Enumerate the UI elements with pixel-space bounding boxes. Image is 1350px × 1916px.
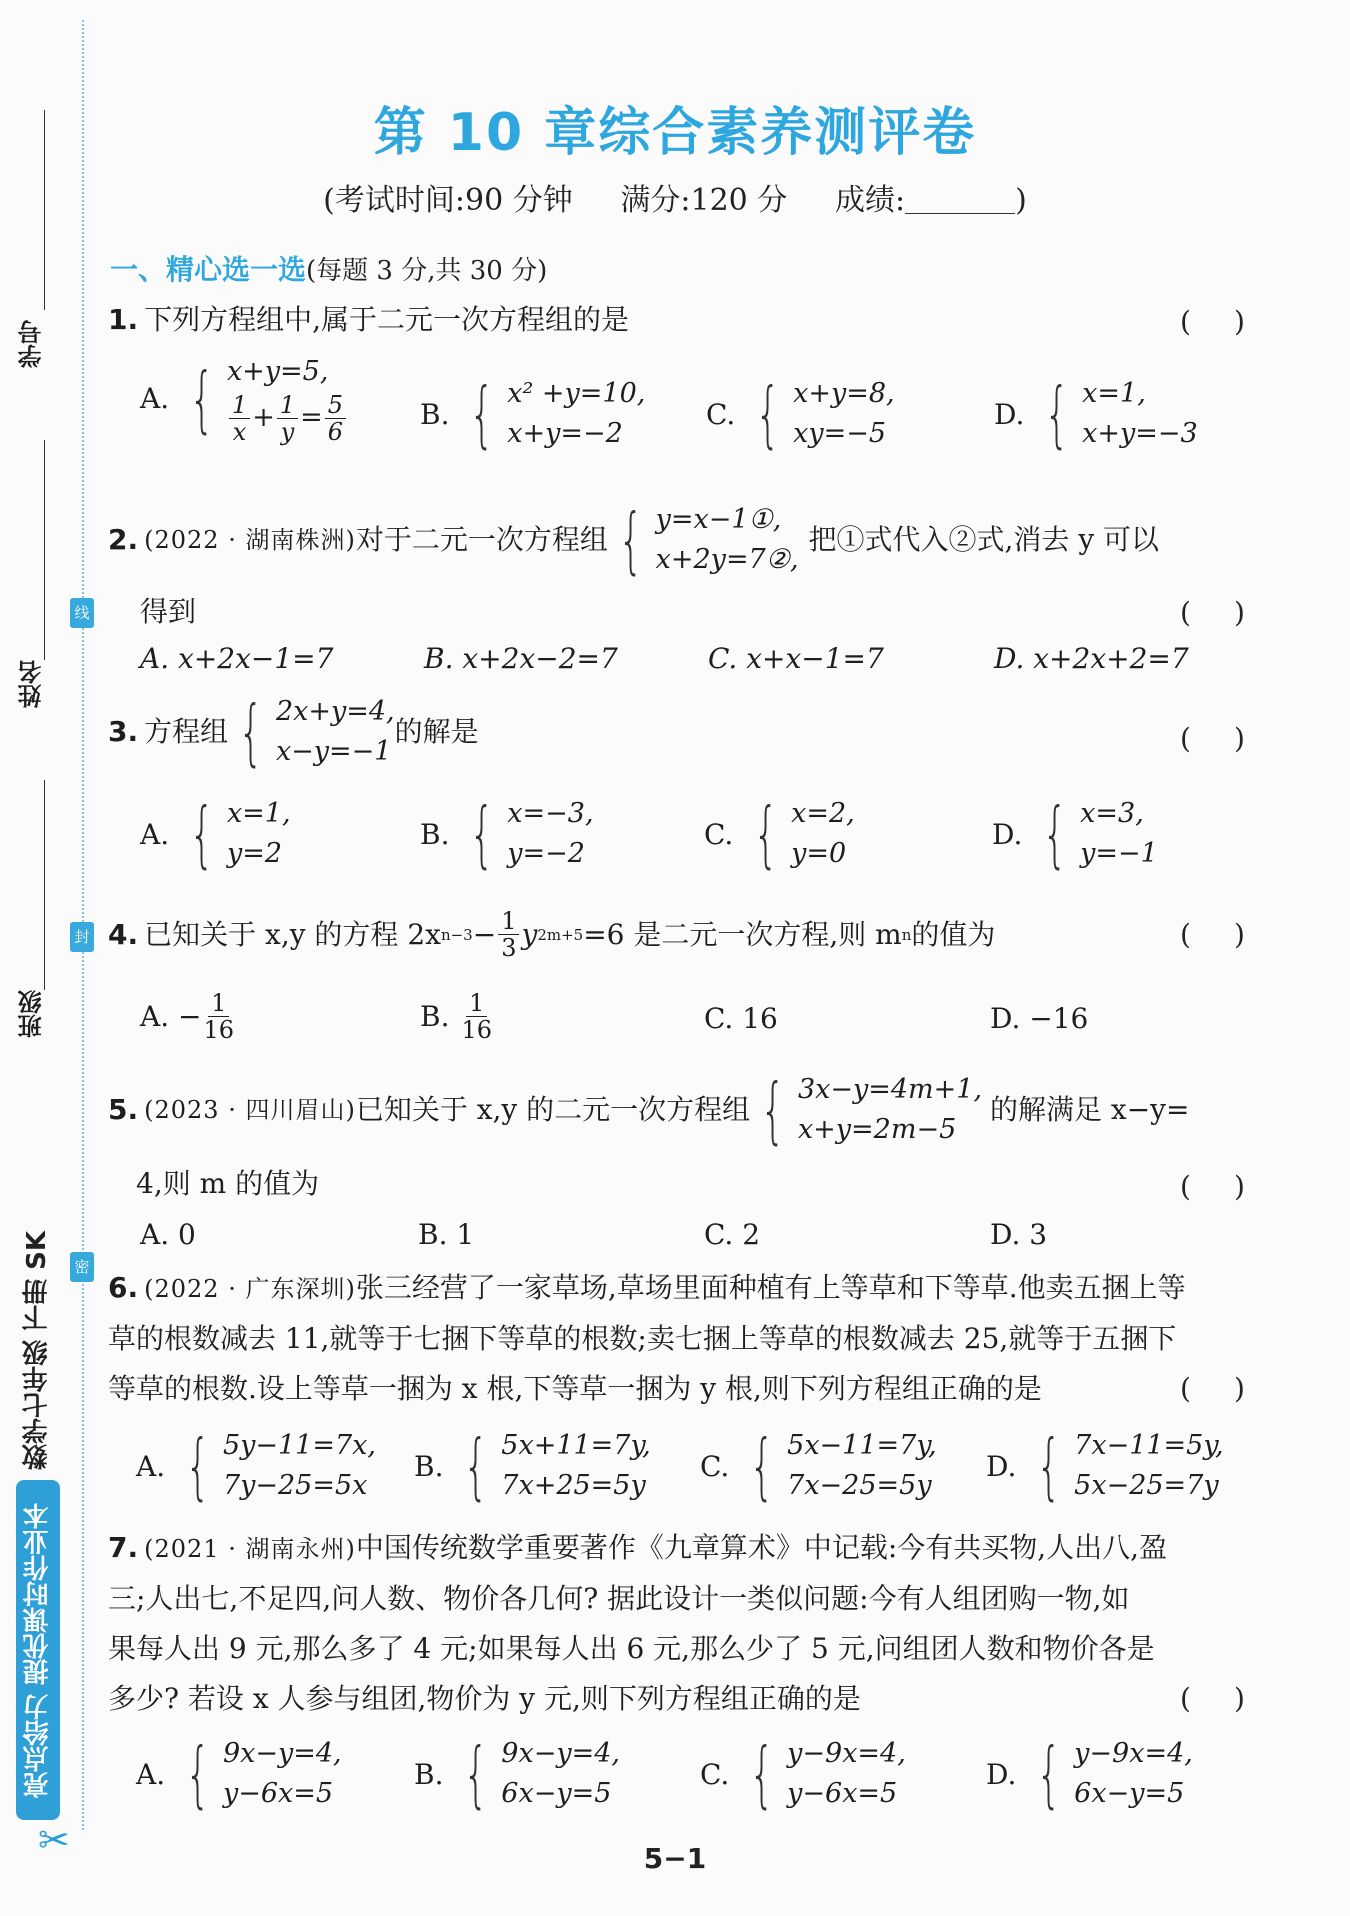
answer-blank-6[interactable]: ( ) bbox=[1180, 1372, 1245, 1405]
answer-blank-7[interactable]: ( ) bbox=[1180, 1682, 1245, 1715]
class-line[interactable] bbox=[44, 780, 45, 990]
question-5-cont: 4,则 m 的值为 bbox=[136, 1167, 320, 1200]
close-paren: ) bbox=[1015, 183, 1027, 218]
book-label: 数学七年级 下册 SK bbox=[22, 1231, 52, 1470]
q1-option-b[interactable]: B. { x² +y=10, x+y=−2 bbox=[420, 372, 646, 456]
grade-blank[interactable] bbox=[905, 191, 1015, 214]
q2-option-a[interactable]: A. x+2x−1=7 bbox=[140, 642, 334, 675]
q1-option-c[interactable]: C. { x+y=8, xy=−5 bbox=[706, 372, 895, 456]
question-3: 3. 方程组 { 2x+y=4, x−y=−1 的解是 bbox=[108, 690, 479, 774]
q2-option-d[interactable]: D. x+2x+2=7 bbox=[994, 642, 1189, 675]
q1-option-a[interactable]: A. { x+y=5, $\frac{1}{x}$ + $\frac{1}{y}$ = $\frac{5}{6}$ bbox=[140, 352, 348, 445]
student-no-label: 学号 bbox=[18, 320, 46, 368]
page-number: 5−1 bbox=[643, 1842, 707, 1875]
strip-mark-line: 线 bbox=[70, 598, 94, 628]
question-4: 4. 已知关于 x,y 的方程 2x n−3 − $\frac{1}{3}$ y 2m+5 =6 是二元一次方程,则 m n 的值为 bbox=[108, 907, 996, 962]
q6-option-d[interactable]: D. { 7x−11=5y, 5x−25=7y bbox=[986, 1424, 1224, 1508]
answer-blank-3[interactable]: ( ) bbox=[1180, 722, 1245, 755]
question-2-cont: 得到 bbox=[140, 595, 197, 628]
answer-blank-1[interactable]: ( ) bbox=[1180, 305, 1245, 338]
question-text: 下列方程组中,属于二元一次方程组的是 bbox=[144, 303, 630, 336]
q1-option-d[interactable]: D. { x=1, x+y=−3 bbox=[994, 372, 1198, 456]
question-7: 7. (2021 · 湖南永州)中国传统数学重要著作《九章算术》中记载:今有共买物,人出八,盈 三;人出七,不足四,问人数、物价各几何? 据此设计一类似问题:今有人组团购一物,如 果每人出 9 元,那么多了 4 元;如果每人出 6 元,那么少了 5 元,问组团人数和物价各是 多少? 若设 x 人参与组团,物价为 y 元,则下列方程组正确的是 bbox=[108, 1531, 1168, 1715]
q5-option-c[interactable]: C. 2 bbox=[704, 1218, 761, 1251]
q3-option-a[interactable]: A. { x=1, y=2 bbox=[140, 792, 291, 876]
q7-option-b[interactable]: B. { 9x−y=4, 6x−y=5 bbox=[414, 1732, 620, 1816]
strip-mark-seal: 封 bbox=[70, 922, 94, 952]
q3-option-b[interactable]: B. { x=−3, y=−2 bbox=[420, 792, 594, 876]
section-note: (每题 3 分,共 30 分) bbox=[306, 256, 548, 286]
q5-option-b[interactable]: B. 1 bbox=[418, 1218, 475, 1251]
q5-option-a[interactable]: A. 0 bbox=[140, 1218, 196, 1251]
full-score: 满分:120 分 bbox=[620, 183, 788, 218]
scissors-icon: ✂ bbox=[38, 1818, 70, 1862]
name-line[interactable] bbox=[44, 440, 45, 660]
strip-mark-secret: 密 bbox=[70, 1252, 94, 1282]
q4-option-b[interactable]: B. $\frac{1}{16}$ bbox=[420, 989, 493, 1044]
q7-option-d[interactable]: D. { y−9x=4, 6x−y=5 bbox=[986, 1732, 1193, 1816]
question-1 bbox=[108, 300, 629, 340]
answer-blank-5[interactable]: ( ) bbox=[1180, 1170, 1245, 1203]
exam-info bbox=[0, 175, 1350, 219]
q2-option-c[interactable]: C. x+x−1=7 bbox=[708, 642, 884, 675]
question-6: 6. (2022 · 广东深圳)张三经营了一家草场,草场里面种植有上等草和下等草.他卖五捆上等 草的根数减去 11,就等于七捆下等草的根数;卖七捆上等草的根数减去 25,就等于五捆下 等草的根数.设上等草一捆为 x 根,下等草一捆为 y 根,则下列方程组正确的是 bbox=[108, 1271, 1186, 1405]
q6-option-b[interactable]: B. { 5x+11=7y, 7x+25=5y bbox=[414, 1424, 651, 1508]
q4-option-a[interactable]: A. − $\frac{1}{16}$ bbox=[140, 989, 235, 1044]
page-title: 第 10 章综合素养测评卷 bbox=[373, 103, 977, 163]
q7-option-c[interactable]: C. { y−9x=4, y−6x=5 bbox=[700, 1732, 906, 1816]
q6-option-c[interactable]: C. { 5x−11=7y, 7x−25=5y bbox=[700, 1424, 937, 1508]
name-label: 姓名 bbox=[18, 660, 46, 708]
q3-option-d[interactable]: D. { x=3, y=−1 bbox=[992, 792, 1158, 876]
grade-label: 成绩: bbox=[834, 183, 906, 218]
binding-strip bbox=[0, 0, 100, 1916]
q3-option-c[interactable]: C. { x=2, y=0 bbox=[704, 792, 855, 876]
answer-blank-4[interactable]: ( ) bbox=[1180, 918, 1245, 951]
question-2: 2. (2022 · 湖南株洲) 对于二元一次方程组 { y=x−1①, x+2y=7②, 把①式代入②式,消去 y 可以 bbox=[108, 498, 1160, 582]
answer-blank-2[interactable]: ( ) bbox=[1180, 596, 1245, 629]
q7-option-a[interactable]: A. { 9x−y=4, y−6x=5 bbox=[136, 1732, 342, 1816]
section-heading bbox=[110, 248, 547, 288]
q2-option-b[interactable]: B. x+2x−2=7 bbox=[424, 642, 618, 675]
question-number: 1. bbox=[108, 303, 139, 336]
exam-time: (考试时间:90 分钟 bbox=[323, 183, 573, 218]
q6-option-a[interactable]: A. { 5y−11=7x, 7y−25=5x bbox=[136, 1424, 376, 1508]
class-label: 班级 bbox=[18, 990, 46, 1038]
q5-option-d[interactable]: D. 3 bbox=[990, 1218, 1048, 1251]
question-5: 5. (2023 · 四川眉山) 已知关于 x,y 的二元一次方程组 { 3x−y=4m+1, x+y=2m−5 的解满足 x−y= bbox=[108, 1068, 1190, 1152]
q4-option-c[interactable]: C. 16 bbox=[704, 1002, 778, 1035]
q4-option-d[interactable]: D. −16 bbox=[990, 1002, 1089, 1035]
section-title: 一、精心选一选 bbox=[110, 253, 307, 286]
brand-logo: 亮点给力 提优课时作业本 bbox=[16, 1480, 60, 1820]
